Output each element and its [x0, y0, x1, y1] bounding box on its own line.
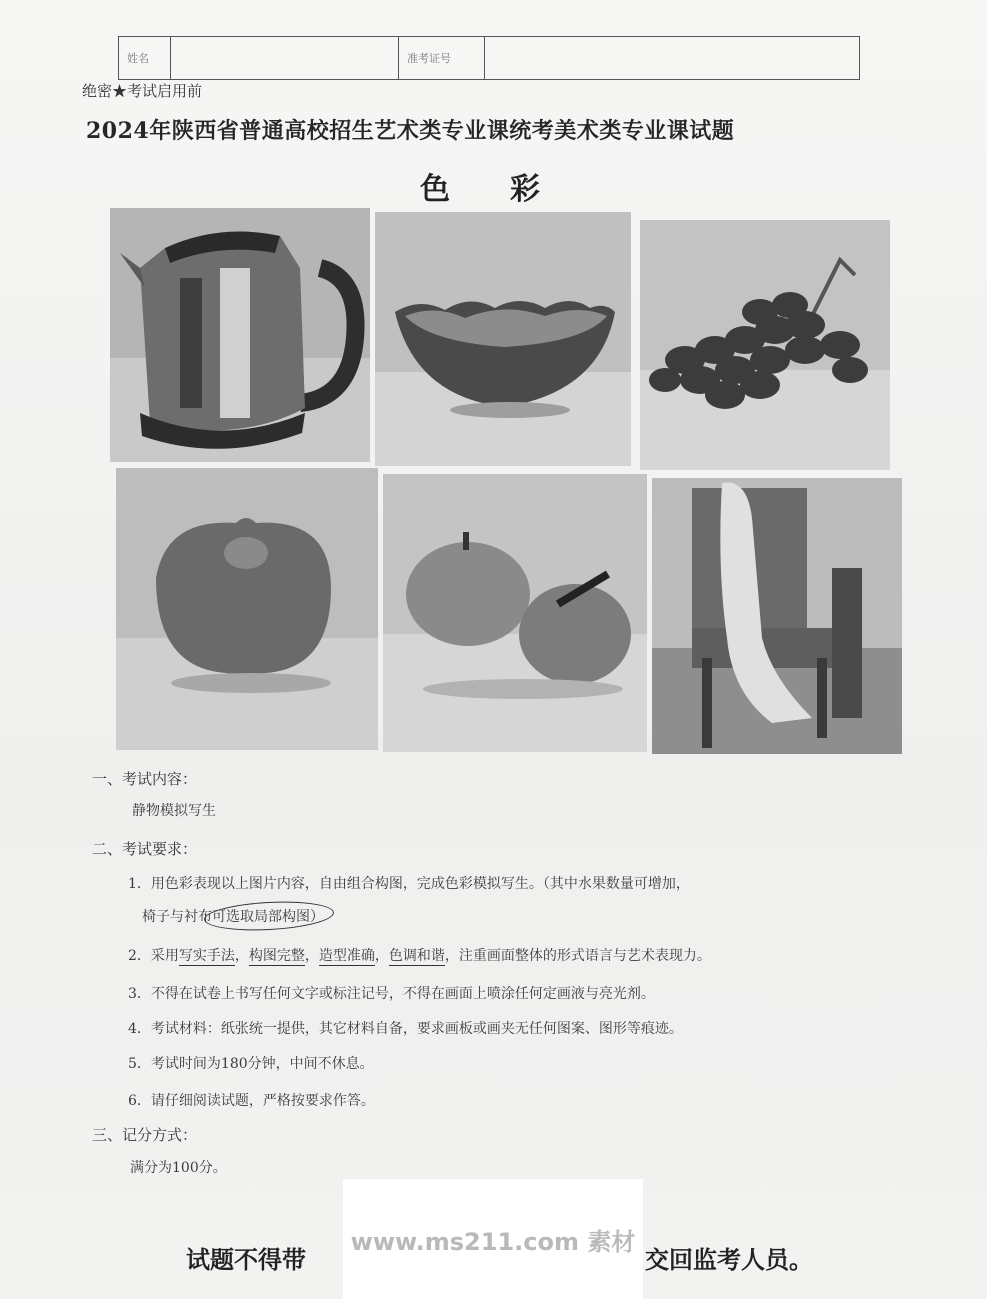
req2-underline-3: 造型准确 [318, 948, 375, 964]
name-label: 姓名 [119, 37, 171, 79]
requirement-4: 4．考试材料：纸张统一提供，其它材料自备，要求画板或画夹无任何图案、图形等痕迹。 [128, 1021, 683, 1037]
subject-title: 色彩 [420, 172, 600, 207]
footer-notice-right: 交回监考人员。 [645, 1245, 813, 1274]
req2-prefix: 2．采用 [128, 948, 179, 964]
bowl-photo [375, 212, 631, 466]
req2-underline-1: 写实手法 [178, 948, 235, 964]
req2-underline-2: 构图完整 [248, 948, 305, 964]
content-heading: 一、考试内容： [92, 770, 198, 788]
scoring-heading: 三、记分方式： [92, 1126, 198, 1144]
req2-sep-1: ， [234, 948, 249, 964]
watermark-overlay [343, 1179, 643, 1299]
exam-id-field [485, 37, 859, 79]
exam-title: 2024年陕西省普通高校招生艺术类专业课统考美术类专业课试题 [86, 118, 735, 144]
grapes-photo [640, 220, 890, 470]
requirement-1-line-2 [142, 906, 324, 926]
watermark-text: www.ms211.com 素材 [350, 1227, 636, 1256]
name-field [171, 37, 399, 79]
requirement-6: 6．请仔细阅读试题，严格按要求作答。 [128, 1093, 375, 1109]
confidential-notice: 绝密★考试启用前 [82, 82, 203, 100]
apple-photo [116, 468, 378, 750]
requirement-1-chair-text: 椅子与衬布 [142, 909, 212, 925]
req2-suffix: ，注重画面整体的形式语言与艺术表现力。 [444, 948, 711, 964]
kettle-photo [110, 208, 370, 462]
candidate-info-table [118, 36, 860, 80]
scoring-text: 满分为100分。 [130, 1160, 227, 1176]
requirement-2 [128, 945, 711, 965]
oranges-photo [383, 474, 647, 752]
requirement-1-line-1: 1．用色彩表现以上图片内容，自由组合构图，完成色彩模拟写生。（其中水果数量可增加， [128, 876, 690, 892]
requirement-1-circled-text: 可选取局部构图） [212, 906, 324, 926]
requirement-3: 3．不得在试卷上书写任何文字或标注记号，不得在画面上喷涂任何定画液与亮光剂。 [128, 986, 655, 1002]
footer-notice-left: 试题不得带 [186, 1245, 306, 1274]
chair-photo [652, 478, 902, 754]
req2-sep-3: ， [374, 948, 389, 964]
content-text: 静物模拟写生 [132, 803, 216, 819]
requirements-heading: 二、考试要求： [92, 840, 198, 858]
req2-sep-2: ， [304, 948, 319, 964]
exam-id-label: 准考证号 [399, 37, 485, 79]
req2-underline-4: 色调和谐 [388, 948, 445, 964]
requirement-5: 5．考试时间为180分钟，中间不休息。 [128, 1056, 374, 1072]
